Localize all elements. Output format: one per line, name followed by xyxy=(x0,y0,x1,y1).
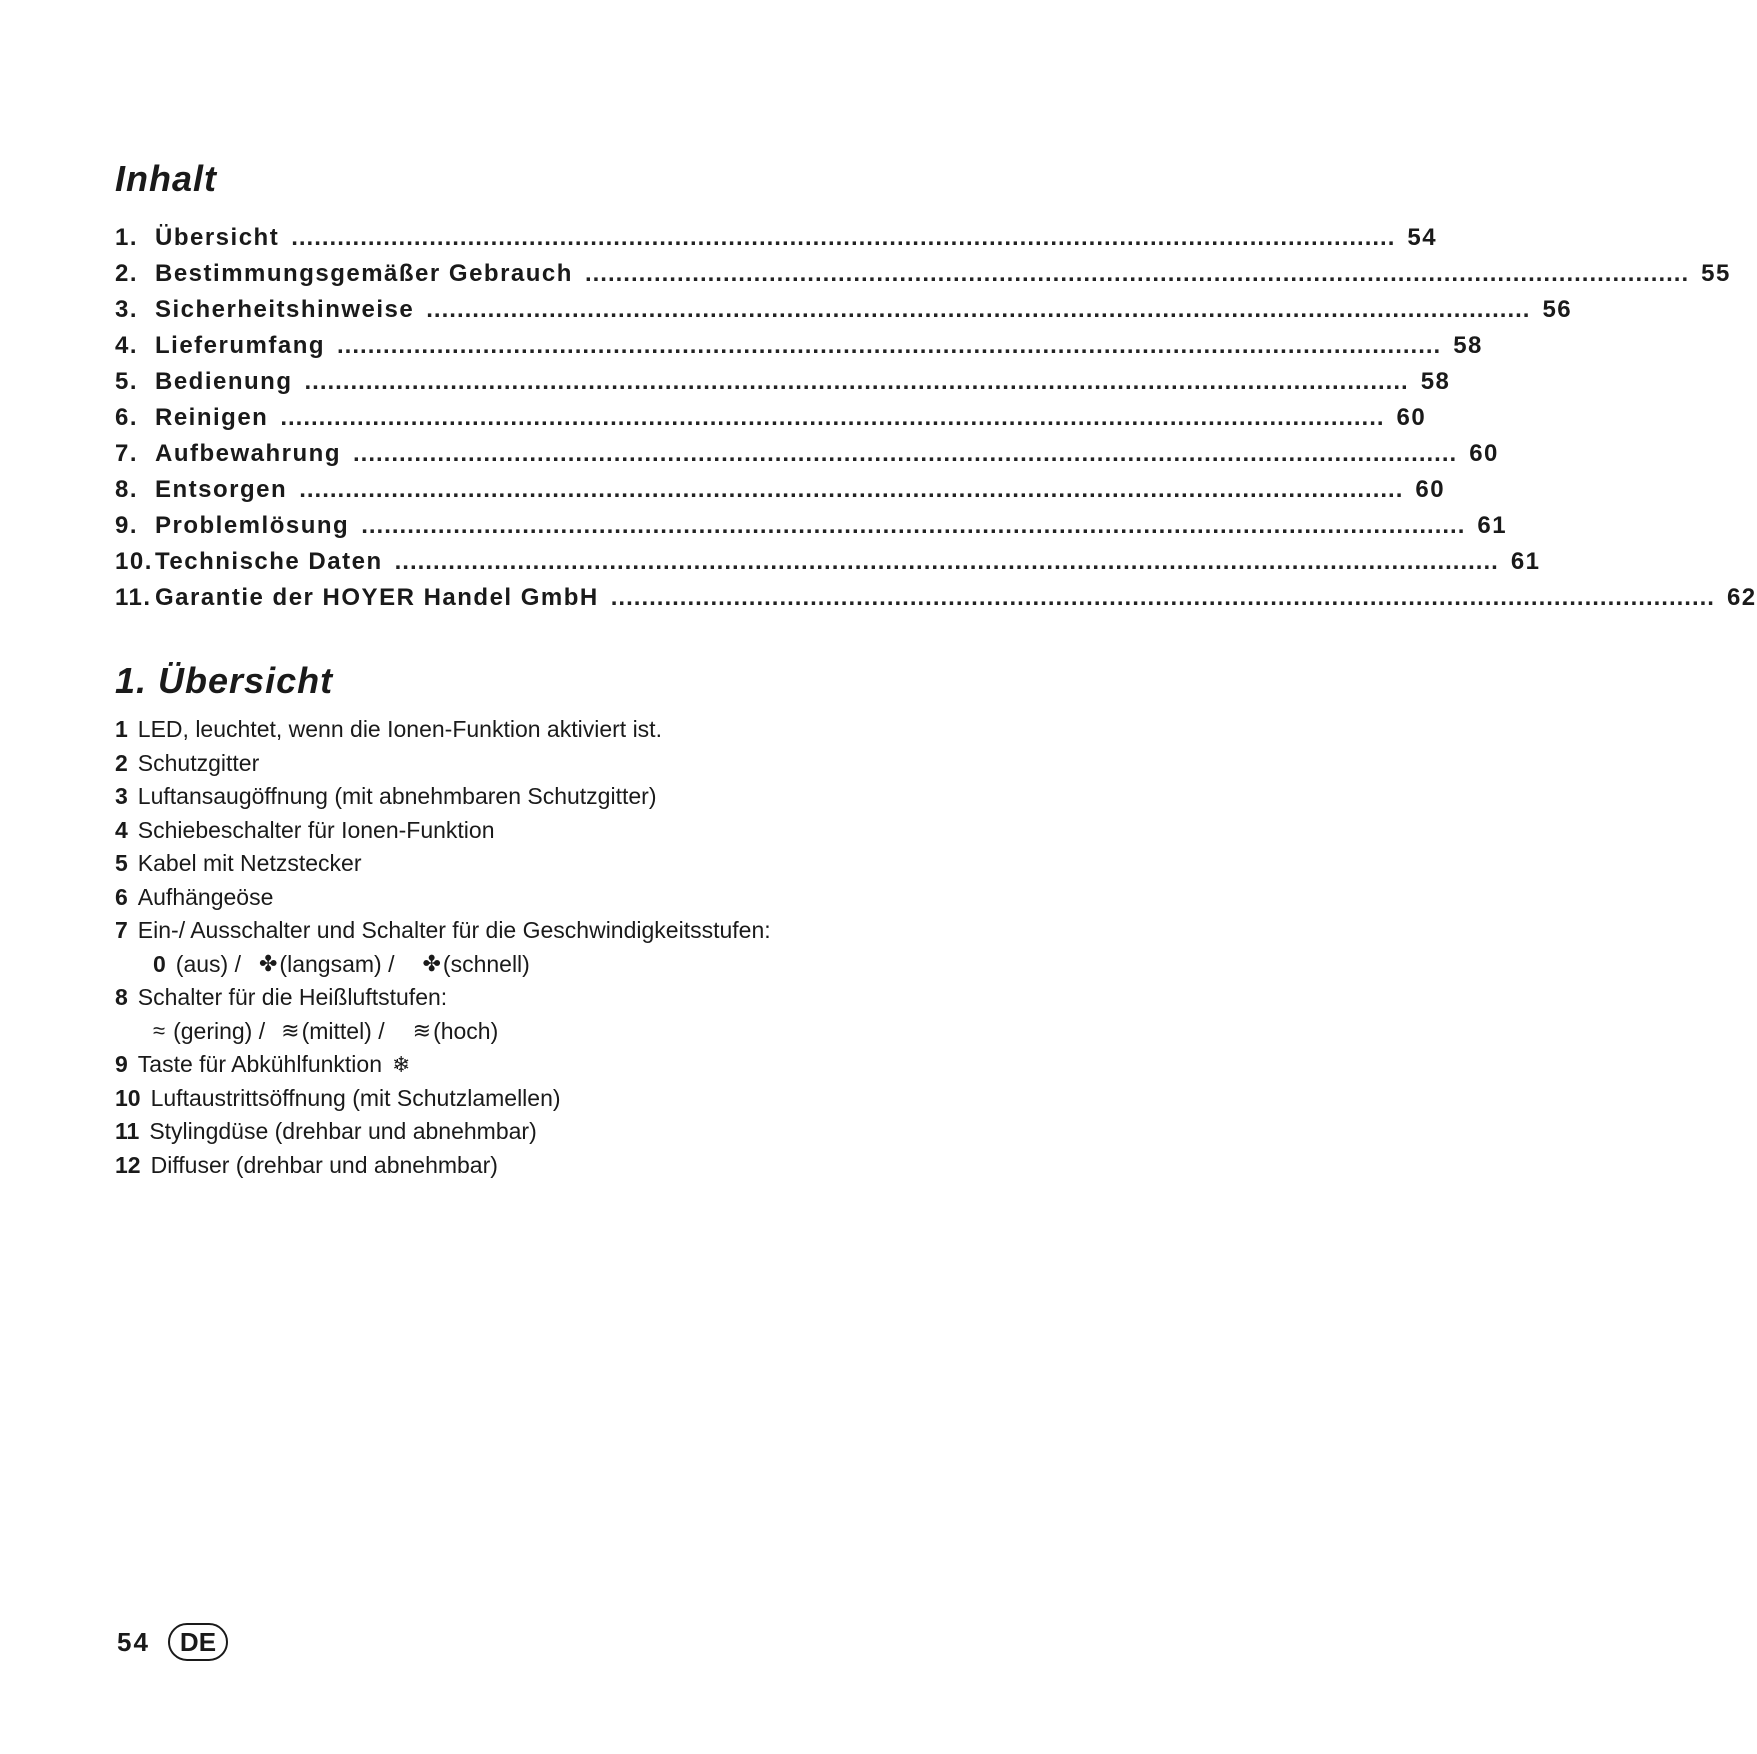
toc-entry xyxy=(115,332,1483,368)
list-item xyxy=(115,747,1115,781)
toc-entry-label: Garantie der HOYER Handel GmbH xyxy=(155,584,599,611)
toc-leader-dots: ................................................................................................................................................ xyxy=(426,296,1531,323)
toc-title: Inhalt xyxy=(115,158,217,199)
fan-small-icon: ✤ xyxy=(258,951,278,977)
list-item xyxy=(115,881,1115,915)
list-item xyxy=(115,814,1115,848)
item-number: 5 xyxy=(115,850,128,877)
toc-leader-dots: ................................................................................................................................................ xyxy=(610,584,1715,611)
toc-entry-page: 56 xyxy=(1542,296,1573,323)
toc-entry xyxy=(115,296,1573,332)
toc-entry-number: 11. xyxy=(115,584,152,611)
item-text: Schutzgitter xyxy=(137,749,260,776)
toc-entry-number: 8. xyxy=(115,476,139,503)
toc-entry-number: 5. xyxy=(115,368,139,395)
toc-entry-label: Entsorgen xyxy=(155,476,288,503)
toc-entry-page: 60 xyxy=(1415,476,1446,503)
toc-entry-page: 62 xyxy=(1726,584,1757,611)
toc-entry xyxy=(115,548,1541,584)
item-text: Stylingdüse (drehbar und abnehmbar) xyxy=(149,1118,537,1145)
toc-entry-page: 60 xyxy=(1396,404,1427,431)
item-number: 2 xyxy=(115,749,128,776)
heat-mid-icon: ≋ xyxy=(281,1018,300,1044)
toc-entry-label: Problemlösung xyxy=(155,512,350,539)
heat-low-icon: ≈ xyxy=(153,1018,166,1044)
item-number: 3 xyxy=(115,783,128,810)
item-text: Luftansaugöffnung (mit abnehmbaren Schutzgitter) xyxy=(137,783,657,810)
list-item xyxy=(115,847,1115,881)
list-item xyxy=(115,780,1115,814)
toc-entry-page: 55 xyxy=(1701,260,1731,287)
toc-entry-number: 2. xyxy=(115,260,139,287)
toc-leader-dots: ................................................................................................................................................ xyxy=(304,368,1409,395)
toc-entry-label: Lieferumfang xyxy=(155,332,326,359)
toc-leader-dots: ................................................................................................................................................ xyxy=(291,224,1396,251)
item-text: Diffuser (drehbar und abnehmbar) xyxy=(150,1151,498,1178)
toc-entry-page: 58 xyxy=(1453,332,1483,359)
toc-leader-dots: ................................................................................................................................................ xyxy=(394,548,1499,575)
toc-leader-dots: ................................................................................................................................................ xyxy=(299,476,1404,503)
toc-entry xyxy=(115,404,1427,440)
list-item xyxy=(115,713,1115,747)
fan-large-icon: ✤ xyxy=(422,951,441,977)
list-item xyxy=(115,914,1115,948)
toc-entry-number: 3. xyxy=(115,296,139,323)
item-text: Ein-/ Ausschalter und Schalter für die Geschwindigkeitsstufen: xyxy=(137,917,771,944)
item-number: 8 xyxy=(115,984,128,1011)
toc-entry-page: 60 xyxy=(1469,440,1499,467)
list-item xyxy=(115,1149,1115,1183)
toc-entry-label: Aufbewahrung xyxy=(155,440,341,467)
toc-leader-dots: ................................................................................................................................................ xyxy=(361,512,1466,539)
list-item xyxy=(115,1115,1115,1149)
toc-entry xyxy=(115,584,1757,620)
toc-leader-dots: ................................................................................................................................................ xyxy=(353,440,1458,467)
item-text: Kabel mit Netzstecker xyxy=(137,850,362,877)
toc-entry-number: 9. xyxy=(115,512,139,539)
toc-leader-dots: ................................................................................................................................................ xyxy=(280,404,1385,431)
speed-options-line xyxy=(115,948,1115,982)
speed-off-label: (aus) / xyxy=(175,950,241,977)
speed-slow-label: (langsam) / xyxy=(279,950,395,977)
item-number: 4 xyxy=(115,816,128,843)
speed-fast-label: (schnell) xyxy=(442,950,530,977)
toc-entry-label: Bestimmungsgemäßer Gebrauch xyxy=(155,260,573,287)
toc-entry-label: Bedienung xyxy=(155,368,293,395)
list-item xyxy=(115,1048,1115,1082)
toc-entry-number: 6. xyxy=(115,404,139,431)
section-title: 1. Übersicht xyxy=(115,660,334,701)
item-number: 10 xyxy=(115,1084,141,1111)
item-text: LED, leuchtet, wenn die Ionen-Funktion aktiviert ist. xyxy=(137,716,662,743)
item-text: Schiebeschalter für Ionen-Funktion xyxy=(137,816,495,843)
toc-entry-number: 1. xyxy=(115,224,139,251)
page-footer xyxy=(117,1623,228,1661)
heat-mid-label: (mittel) / xyxy=(301,1017,385,1044)
heat-high-label: (hoch) xyxy=(433,1017,499,1044)
toc-entry-label: Übersicht xyxy=(155,224,280,251)
toc-entry xyxy=(115,224,1438,260)
toc-entry xyxy=(115,512,1508,548)
item-number: 9 xyxy=(115,1051,128,1078)
toc-entry xyxy=(115,440,1499,476)
toc-entry-label: Technische Daten xyxy=(155,548,383,575)
page-number: 54 xyxy=(117,1626,150,1657)
table-of-contents xyxy=(115,224,1757,620)
item-number: 1 xyxy=(115,716,128,743)
speed-zero: 0 xyxy=(153,950,166,977)
toc-entry xyxy=(115,260,1731,296)
item-number: 12 xyxy=(115,1151,141,1178)
parts-list xyxy=(115,713,1115,1182)
item-number: 11 xyxy=(115,1118,140,1145)
toc-entry xyxy=(115,368,1451,404)
toc-entry-page: 54 xyxy=(1407,224,1438,251)
toc-entry-number: 4. xyxy=(115,332,139,359)
toc-entry-number: 10. xyxy=(115,548,153,575)
heat-options-line xyxy=(115,1015,1115,1049)
list-item xyxy=(115,981,1115,1015)
language-badge: DE xyxy=(168,1623,228,1661)
toc-entry-label: Reinigen xyxy=(155,404,269,431)
toc-entry-number: 7. xyxy=(115,440,139,467)
item-text: Aufhängeöse xyxy=(137,883,274,910)
item-text: Taste für Abkühlfunktion xyxy=(137,1051,383,1078)
toc-leader-dots: ................................................................................................................................................ xyxy=(337,332,1442,359)
item-number: 6 xyxy=(115,883,128,910)
toc-entry-label: Sicherheitshinweise xyxy=(155,296,415,323)
list-item xyxy=(115,1082,1115,1116)
toc-entry-page: 61 xyxy=(1477,512,1508,539)
toc-leader-dots: ................................................................................................................................................ xyxy=(584,260,1690,287)
toc-entry-page: 61 xyxy=(1510,548,1541,575)
heat-low-label: (gering) / xyxy=(173,1017,266,1044)
item-number: 7 xyxy=(115,917,128,944)
heat-high-icon: ≋ xyxy=(412,1018,432,1044)
cool-icon: ❄ xyxy=(392,1051,411,1077)
item-text: Schalter für die Heißluftstufen: xyxy=(137,984,448,1011)
item-text: Luftaustrittsöffnung (mit Schutzlamellen) xyxy=(150,1084,561,1111)
toc-entry-page: 58 xyxy=(1420,368,1451,395)
toc-entry xyxy=(115,476,1446,512)
